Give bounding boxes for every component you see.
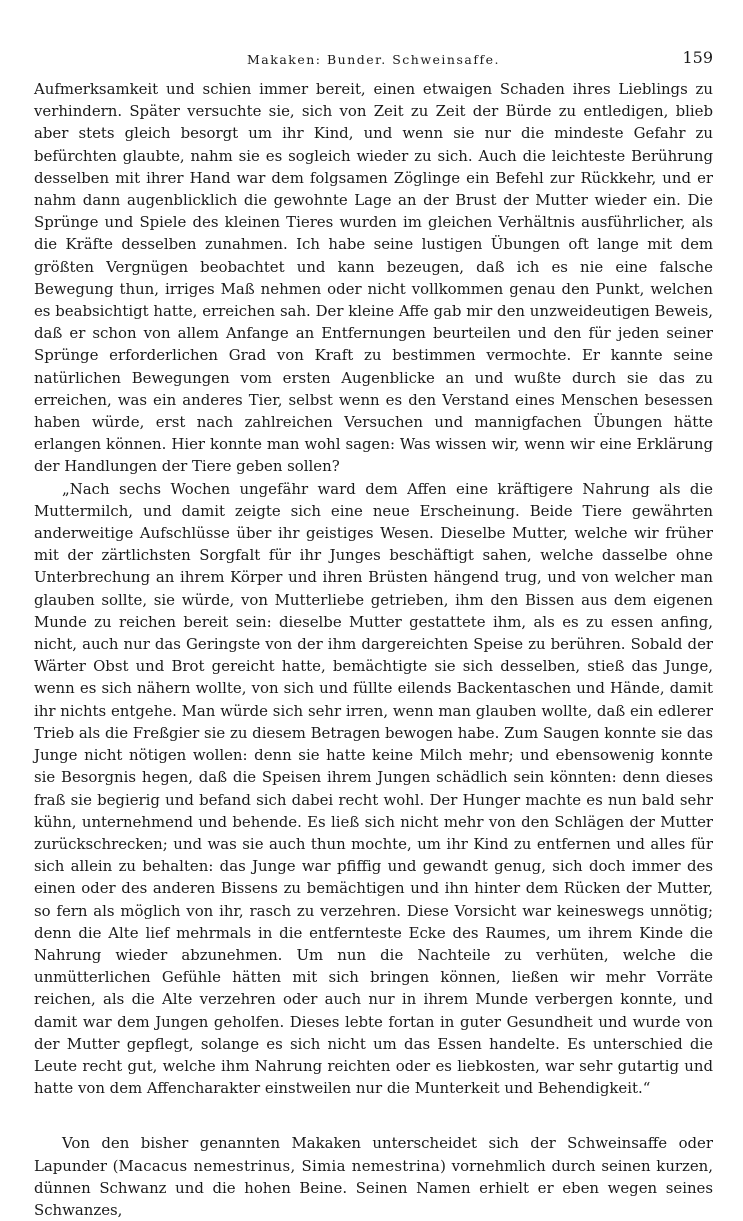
paragraph-continued: Aufmerksamkeit und schien immer bereit, einen etwaigen Schaden ihres Lieblings zu verhindern. Später versuchte sie, sich von Zeit zu Zeit der Bürde zu entledigen, blieb aber stets gleich besorgt um ihr Kind, und wenn sie nur die mindeste Gefahr zu befürchten glaubte, nahm sie es sogleich wieder zu sich. Auch die leichteste Berührung desselben mit ihrer Hand war dem folgsamen Zöglinge ein Befehl zur Rückkehr, und er nahm dann augenblicklich die gewohnte Lage an der Brust der Mutter wieder ein. Die Sprünge und Spiele des kleinen Tieres wurden im gleichen Verhältnis ausführlicher, als die Kräfte desselben zunahmen. Ich habe seine lustigen Übungen oft lange mit dem größten Vergnügen beobachtet und kann bezeugen, daß ich es nie eine falsche Bewegung thun, irriges Maß nehmen oder nicht vollkommen genau den Punkt, welchen es beabsichtigt hatte, erreichen sah. Der kleine Affe gab mir den unzweideutigen Beweis, daß er schon von allem Anfange an Entfernungen beurteilen und den für jeden seiner Sprünge erforderlichen Grad von Kraft zu bestimmen vermochte. Er kannte seine natürlichen Bewegungen vom ersten Augenblicke an und wußte durch sie das zu erreichen, was ein anderes Tier, selbst wenn es den Verstand eines Menschen besessen haben würde, erst nach zahlreichen Versuchen und mannigfachen Übungen hätte erlangen können. Hier konnte man wohl sagen: Was wissen wir, wenn wir eine Erklärung der Handlungen der Tiere geben sollen? [34,80,713,476]
paragraph-lapunder [34,1132,713,1221]
lapunder-intro: Von den bisher genannten Makaken unterscheidet sich der Schweinsaffe oder Lapunder ( [34,1134,713,1175]
page-number: 159 [682,48,713,67]
paragraph-spacer [34,1099,713,1132]
paragraph-quotation: „Nach sechs Wochen ungefähr ward dem Affen eine kräftigere Nahrung als die Muttermilch, und damit zeigte sich eine neue Erscheinung. Beide Tiere gewährten anderweitige Aufschlüsse über ihr geistiges Wesen. Dieselbe Mutter, welche wir früher mit der zärtlichsten Sorgfalt für ihr Junges beschäftigt sahen, welche dasselbe ohne Unterbrechung an ihrem Körper und ihren Brüsten hängend trug, und von welcher man glauben sollte, sie würde, von Mutterliebe getrieben, ihm den Bissen aus dem eigenen Munde zu reichen bereit sein: dieselbe Mutter gestattete ihm, als es zu essen anfing, nicht, auch nur das Geringste von der ihm dargereichten Speise zu berühren. Sobald der Wärter Obst und Brot gereicht hatte, bemächtigte sie sich desselben, stieß das Junge, wenn es sich nähern wollte, von sich und füllte eilends Backentaschen und Hände, damit ihr nichts entgehe. Man würde sich sehr irren, wenn man glauben wollte, daß ein edlerer Trieb als die Freßgier sie zu diesem Betragen bewogen habe. Zum Saugen konnte sie das Junge nicht nötigen wollen: denn sie hatte keine Milch mehr; und ebensowenig konnte sie Besorgnis hegen, daß die Speisen ihrem Jungen schädlich sein könnten: denn dieses fraß sie begierig und befand sich dabei recht wohl. Der Hunger machte es nun bald sehr kühn, unternehmend und behende. Es ließ sich nicht mehr von den Schlägen der Mutter zurückschrecken; und was sie auch thun mochte, um ihr Kind zu entfernen und alles für sich allein zu behalten: das Junge war pfiffig und gewandt genug, sich doch immer des einen oder des anderen Bissens zu bemächtigen und ihn hinter dem Rücken der Mutter, so fern als möglich von ihr, rasch zu verzehren. Diese Vorsicht war keineswegs unnötig; denn die Alte lief mehrmals in die entfernteste Ecke des Raumes, um ihrem Kinde die Nahrung wieder abzunehmen. Um nun die Nachteile zu verhüten, welche die unmütterlichen Gefühle hätten mit sich bringen können, ließen wir mehr Vorräte reichen, als die Alte verzehren oder auch nur in ihrem Munde verbergen konnte, und damit war dem Jungen geholfen. Dieses lebte fortan in guter Gesundheit und wurde von der Mutter gepflegt, solange es sich nicht um das Essen handelte. Es unterschied die Leute recht gut, welche ihm Nahrung reichten oder es liebkosten, war sehr gutartig und hatte von dem Affencharakter einstweilen nur die Munterkeit und Behendigkeit.“ [34,479,713,1098]
lapunder-description: ) vornehmlich durch seinen kurzen, dünnen Schwanz und die hohen Beine. Seinen Namen erhielt er eben wegen seines Schwanzes, [34,1156,714,1219]
running-header [34,48,713,78]
latin-species-names: Macacus nemestrinus, Simia nemestrina [118,1156,441,1175]
body-text [34,78,713,1221]
running-title: Makaken: Bunder. Schweinsaffe. [247,52,500,67]
